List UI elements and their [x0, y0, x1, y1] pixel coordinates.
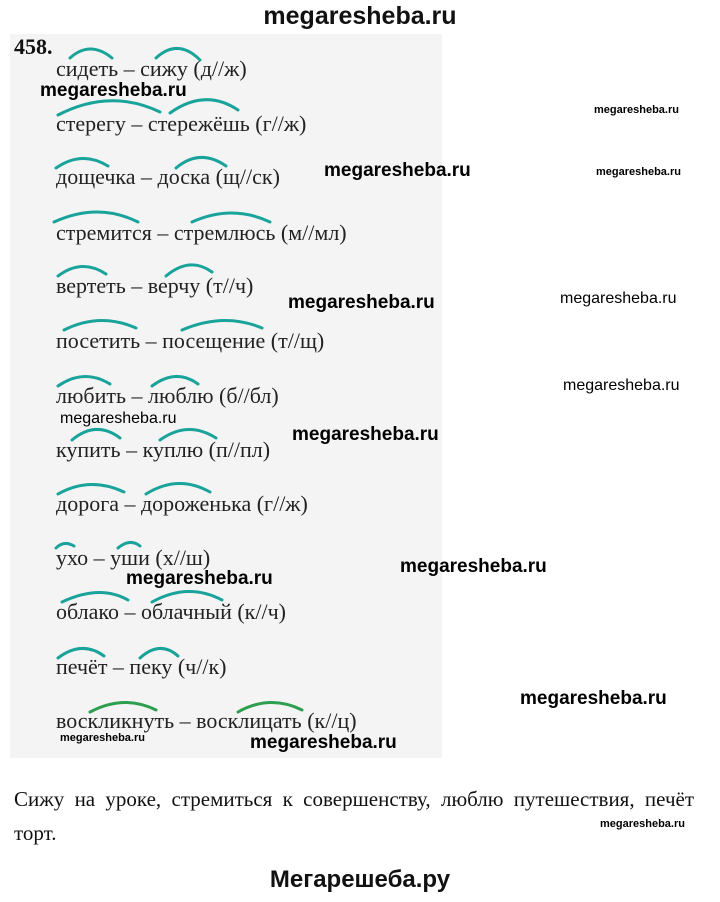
watermark-text: megaresheba.ru	[594, 104, 679, 116]
word-pair-row: стремится – стремлюсь (м//мл)	[56, 220, 347, 245]
word-pair-row: ухо – уши (х//ш)	[56, 545, 211, 570]
word-pair-row: купить – куплю (п//пл)	[56, 437, 271, 462]
site-footer-title[interactable]: Мегарешеба.ру	[269, 866, 451, 893]
watermark-text: megaresheba.ru	[292, 424, 439, 445]
watermark-text: megaresheba.ru	[560, 290, 677, 307]
word-pair-row: дощечка – доска (щ//ск)	[56, 164, 280, 189]
word-pair-row: облако – облачный (к//ч)	[56, 599, 286, 624]
word-pair-row: сидеть – сижу (д//ж)	[56, 56, 247, 81]
watermark-text: megaresheba.ru	[60, 732, 145, 744]
watermark-text: megaresheba.ru	[126, 568, 273, 589]
watermark-text: megaresheba.ru	[288, 292, 435, 313]
watermark-text: megaresheba.ru	[324, 160, 471, 181]
watermark-text: megaresheba.ru	[596, 166, 681, 178]
watermark-text: megaresheba.ru	[250, 732, 397, 753]
answer-text: Сижу на уроке, стремиться к совершенству, люблю путешествия, печёт торт.	[14, 787, 694, 845]
word-pair-row: дорога – дороженька (г//ж)	[56, 491, 308, 516]
watermark-text: megaresheba.ru	[400, 556, 547, 577]
word-pair-row: стерегу – стережёшь (г//ж)	[56, 111, 307, 136]
word-pair-row: воскликнуть – восклицать (к//ц)	[56, 708, 357, 733]
watermark-text: megaresheba.ru	[600, 818, 685, 830]
watermark-text: megaresheba.ru	[563, 377, 680, 394]
exercise-number: 458.	[14, 34, 53, 59]
watermark-text: megaresheba.ru	[520, 688, 667, 709]
watermark-text: megaresheba.ru	[60, 410, 177, 427]
watermark-text: megaresheba.ru	[40, 80, 187, 101]
word-pair-row: вертеть – верчу (т//ч)	[56, 273, 254, 298]
site-header-title[interactable]: megaresheba.ru	[263, 2, 457, 30]
word-pair-row: посетить – посещение (т//щ)	[56, 328, 325, 353]
word-pair-row: печёт – пеку (ч//к)	[56, 654, 227, 679]
word-pair-row: любить – люблю (б//бл)	[56, 383, 279, 408]
